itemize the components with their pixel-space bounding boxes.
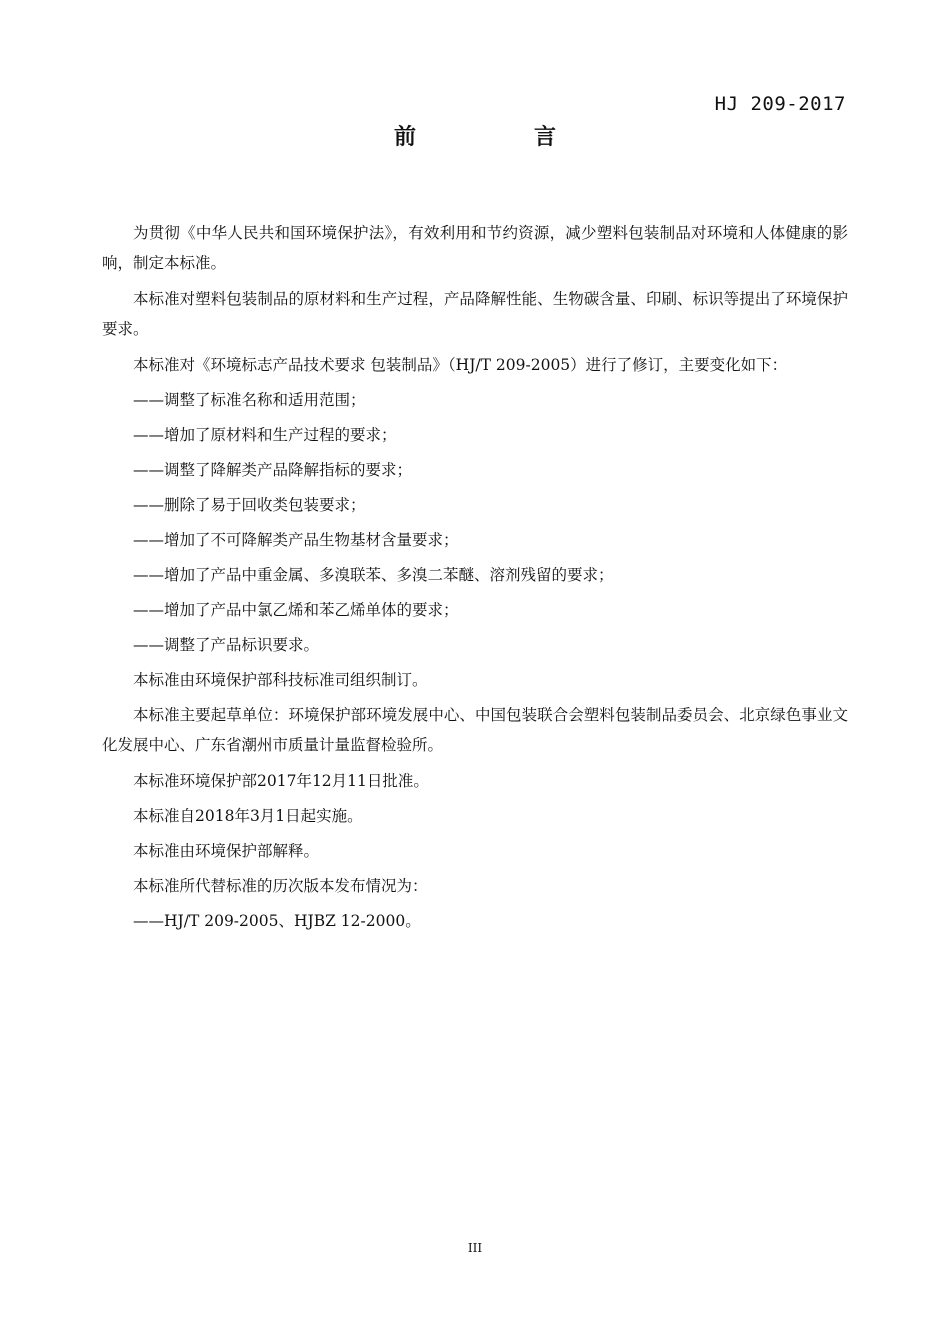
paragraph-organizer: 本标准由环境保护部科技标准司组织制订。 — [133, 671, 428, 689]
change-item: ——增加了产品中氯乙烯和苯乙烯单体的要求； — [133, 601, 459, 619]
change-item: ——增加了不可降解类产品生物基材含量要求； — [133, 531, 459, 549]
paragraph-purpose: 为贯彻《中华人民共和国环境保护法》，有效利用和节约资源，减少塑料包装制品对环境和人体健康的影响，制定本标准。 — [102, 224, 848, 272]
paragraph-scope: 本标准对塑料包装制品的原材料和生产过程，产品降解性能、生物碳含量、印刷、标识等提出了环境保护要求。 — [102, 290, 848, 338]
change-item: ——调整了降解类产品降解指标的要求； — [133, 461, 413, 479]
change-item: ——调整了产品标识要求。 — [133, 636, 320, 654]
paragraph-drafters: 本标准主要起草单位：环境保护部环境发展中心、中国包装联合会塑料包装制品委员会、北京绿色事业文化发展中心、广东省潮州市质量计量监督检验所。 — [102, 706, 848, 754]
history-item: ——HJ/T 209-2005、HJBZ 12-2000。 — [133, 912, 421, 930]
change-item: ——增加了原材料和生产过程的要求； — [133, 426, 397, 444]
paragraph-approval: 本标准环境保护部2017年12月11日批准。 — [133, 772, 429, 790]
paragraph-revision: 本标准对《环境标志产品技术要求 包装制品》（HJ/T 209-2005）进行了修订，主要变化如下： — [133, 356, 788, 374]
paragraph-interpretation: 本标准由环境保护部解释。 — [133, 842, 320, 860]
page-number: III — [467, 1241, 483, 1255]
page-title: 前 言 — [393, 125, 604, 150]
body-text — [102, 218, 848, 941]
change-item: ——增加了产品中重金属、多溴联苯、多溴二苯醚、溶剂残留的要求； — [133, 566, 614, 584]
change-item: ——调整了标准名称和适用范围； — [133, 391, 366, 409]
document-code: HJ 209-2017 — [714, 93, 846, 115]
change-item: ——删除了易于回收类包装要求； — [133, 496, 366, 514]
paragraph-history-intro: 本标准所代替标准的历次版本发布情况为： — [133, 877, 428, 895]
paragraph-effective: 本标准自2018年3月1日起实施。 — [133, 807, 363, 825]
